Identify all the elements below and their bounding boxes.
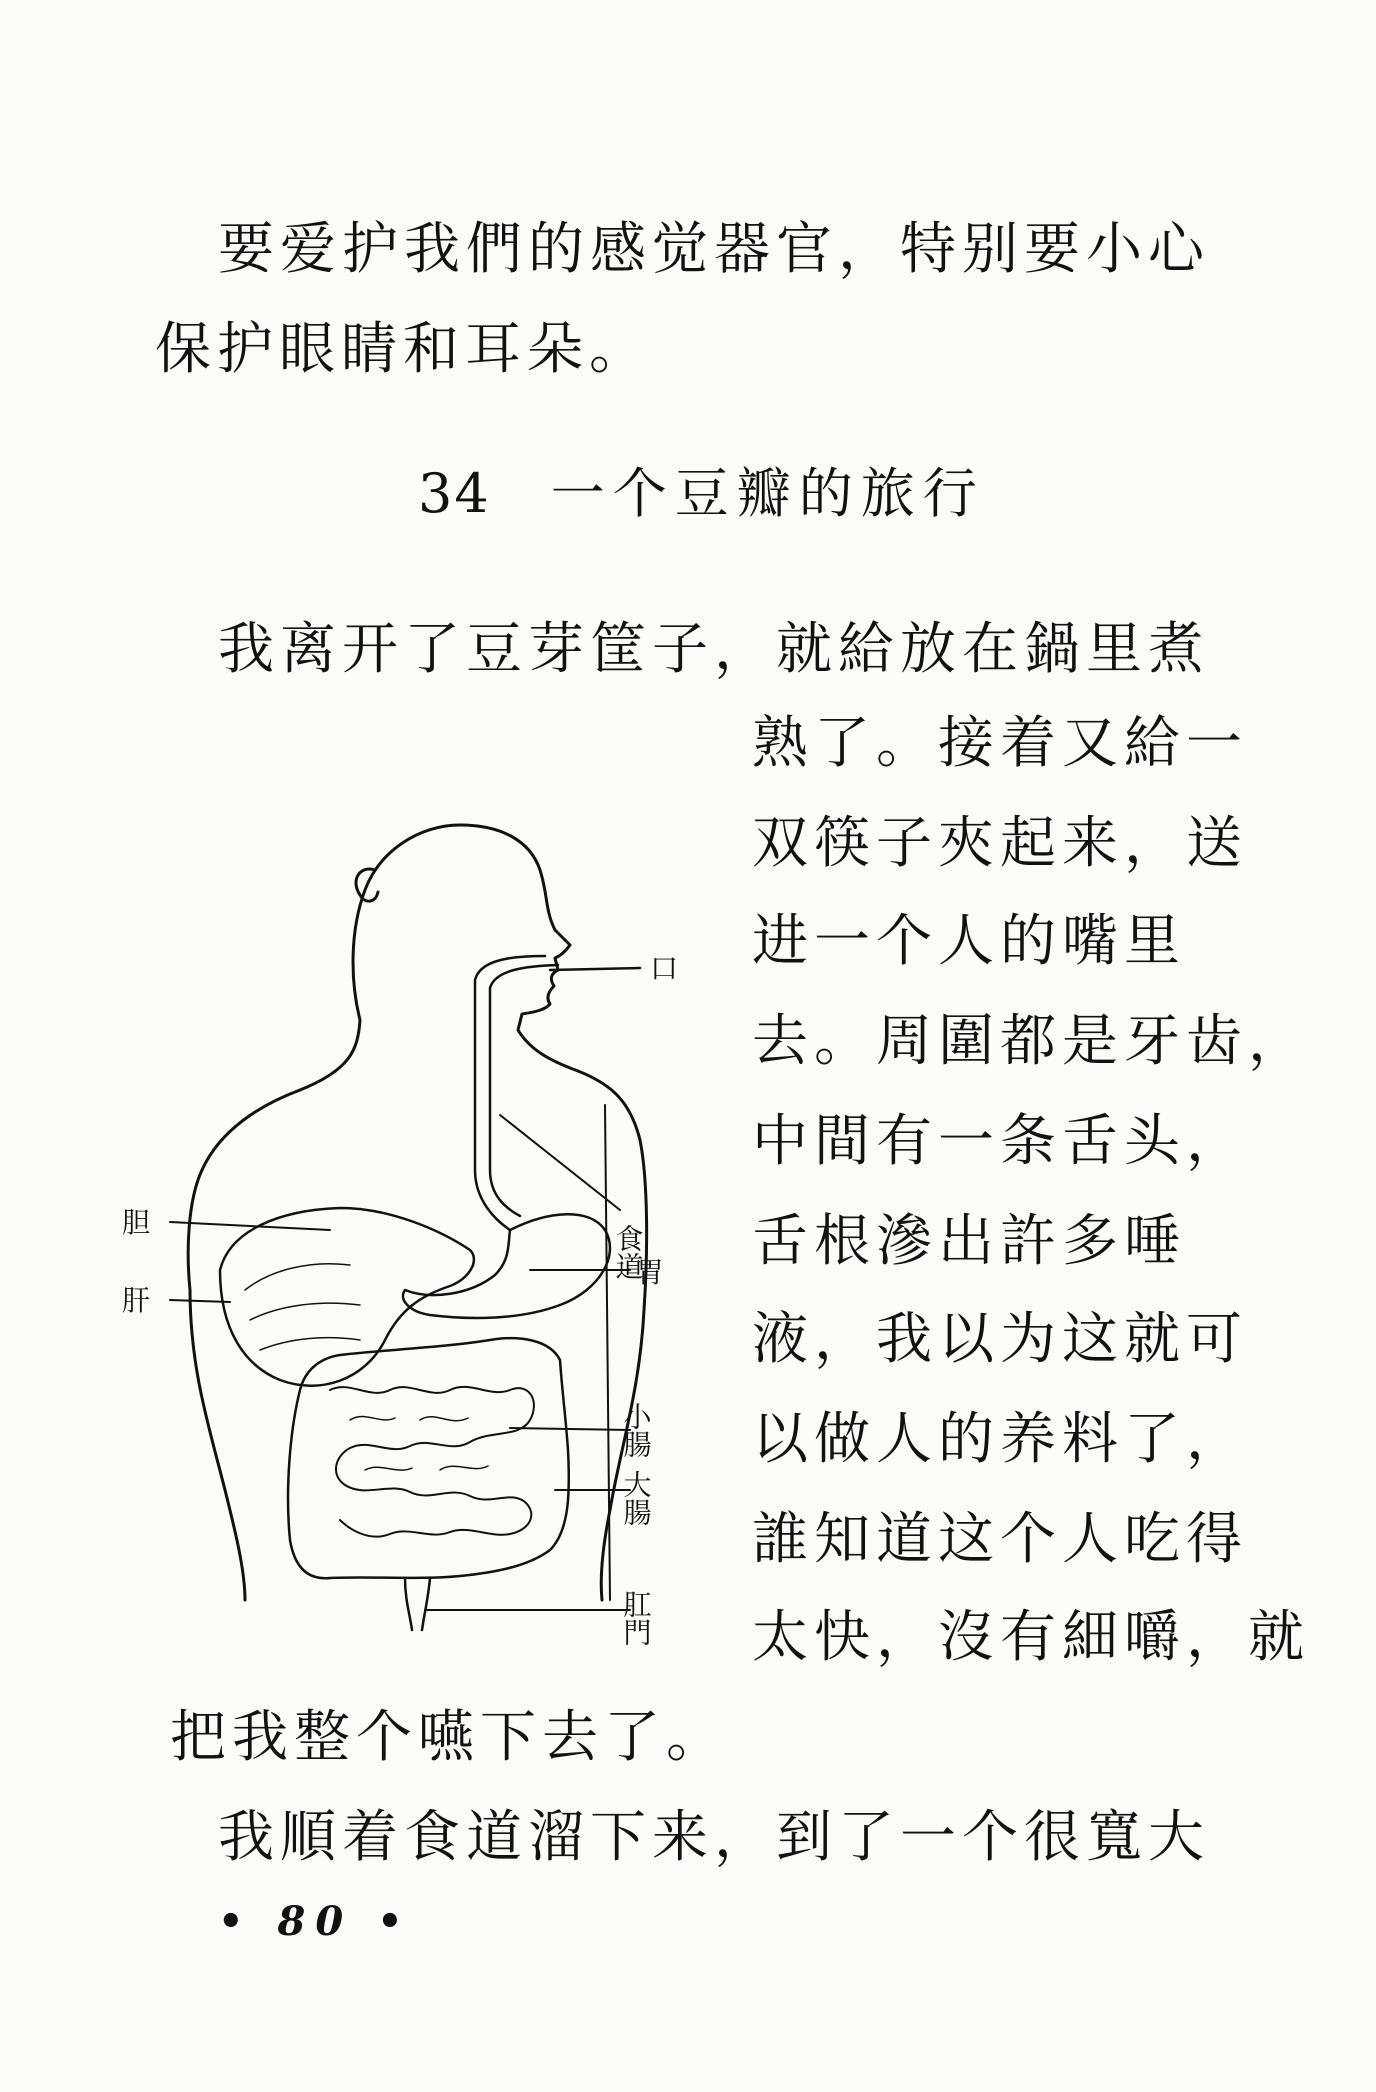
label-liver: 肝 [122,1284,151,1317]
liver [220,1208,474,1386]
next-paragraph-line: 我順着食道溜下来，到了一个很寬大 [218,1805,1210,1870]
story-side-line: 太快，沒有細嚼，就 [752,1605,1310,1670]
small-intestine [330,1387,534,1537]
leader-liver [170,1300,230,1302]
digestive-system-diagram [122,730,710,1650]
story-side-line: 液，我以为这就可 [752,1307,1248,1372]
lesson-number: 34 [418,462,491,525]
label-gallbladder: 胆 [122,1206,151,1239]
leader-gallbladder [170,1222,330,1230]
story-side-line: 以做人的养料了， [752,1407,1248,1472]
label-mouth: 口 [650,952,679,985]
leader-small-intestine [510,1428,630,1430]
lesson-heading [418,462,985,526]
prev-paragraph-line-1: 要爱护我們的感觉器官，特别要小心 [218,217,1210,282]
digestive-system-illustration [122,730,710,1650]
story-line-1: 我离开了豆芽筐子，就給放在鍋里煮 [218,617,1210,682]
story-side-line: 去。周圍都是牙齿， [752,1009,1310,1074]
label-esophagus: 食道 [611,1224,645,1280]
esophagus-tube [475,956,545,1230]
label-stomach: 胃 [636,1256,665,1289]
story-after-figure-line: 把我整个嚥下去了。 [170,1705,728,1770]
story-side-line: 双筷子夾起来，送 [752,811,1248,876]
body-torso-left [190,1290,245,1600]
rectum [405,1578,430,1630]
page-number: • 80 • [218,1898,413,1945]
body-outline-back [188,1020,360,1290]
leader-mouth [550,968,640,970]
body-outline-left [353,825,647,1310]
story-side-line: 进一个人的嘴里 [752,909,1186,974]
label-small-intestine: 小腸 [619,1402,653,1458]
large-intestine [288,1338,569,1578]
leader-esophagus [500,1115,620,1210]
label-anus: 肛門 [619,1590,653,1646]
story-side-line: 熟了。接着又給一 [752,711,1248,776]
prev-paragraph-line-2: 保护眼睛和耳朵。 [155,317,651,382]
story-side-line: 舌根滲出許多唾 [752,1209,1186,1274]
label-large-intestine: 大腸 [619,1470,653,1526]
lesson-title: 一个豆瓣的旅行 [550,462,985,525]
story-side-line: 中間有一条舌头， [752,1109,1248,1174]
story-side-line: 誰知道这个人吃得 [752,1507,1248,1572]
